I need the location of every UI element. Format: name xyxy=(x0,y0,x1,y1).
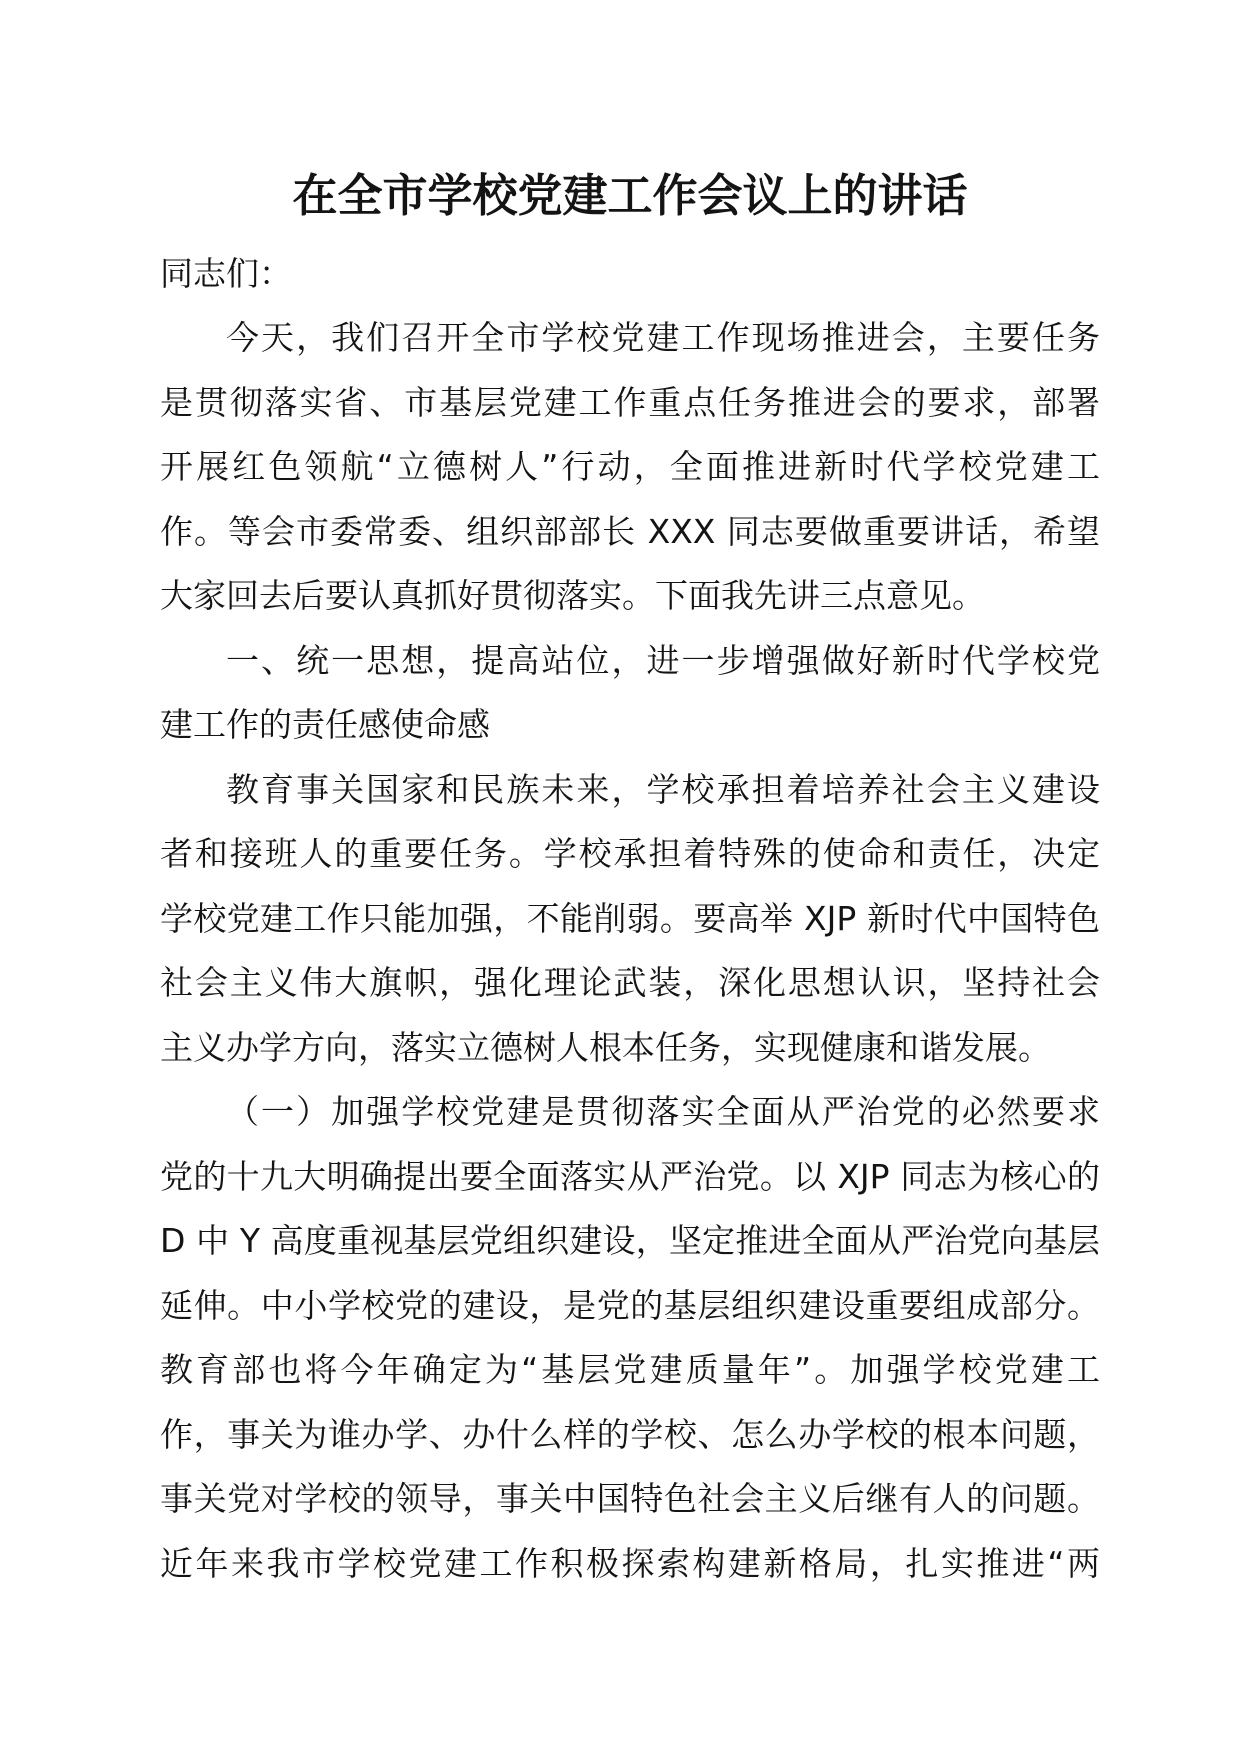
paragraph-line: 主义办学方向，落实立德树人根本任务，实现健康和谐发展。 xyxy=(160,1027,1051,1067)
paragraph-line: 大家回去后要认真抓好贯彻落实。下面我先讲三点意见。 xyxy=(160,576,985,615)
section-heading-1 xyxy=(160,629,1100,758)
paragraph-line: 今天，我们召开全市学校党建工作现场推进会，主要任务 xyxy=(226,318,1100,357)
paragraph-line: 教育部也将今年确定为“基层党建质量年”。加强学校党建工 xyxy=(160,1350,1100,1389)
paragraph-line: 教育事关国家和民族未来，学校承担着培养社会主义建设 xyxy=(226,769,1100,809)
paragraph-line: 学校党建工作只能加强，不能削弱。要高举 XJP 新时代中国特色 xyxy=(160,898,1100,938)
paragraph-line: 者和接班人的重要任务。学校承担着特殊的使命和责任，决定 xyxy=(160,834,1100,873)
greeting: 同志们： xyxy=(160,254,292,293)
paragraph-line: 作。等会市委常委、组织部部长 XXX 同志要做重要讲话，希望 xyxy=(160,511,1100,551)
paragraph-subsection-1 xyxy=(160,1080,1100,1596)
paragraph-intro xyxy=(160,306,1100,629)
paragraph-line: 事关党对学校的领导，事关中国特色社会主义后继有人的问题。 xyxy=(160,1479,1100,1518)
heading-line: 一、统一思想，提高站位，进一步增强做好新时代学校党 xyxy=(226,640,1100,680)
paragraph-line: 开展红色领航“立德树人”行动，全面推进新时代学校党建工 xyxy=(160,447,1100,486)
paragraph-line: 社会主义伟大旗帜，强化理论武装，深化思想认识，坚持社会 xyxy=(160,963,1100,1002)
paragraph-line: 近年来我市学校党建工作积极探索构建新格局，扎实推进“两 xyxy=(160,1543,1100,1583)
paragraph-education xyxy=(160,758,1100,1081)
paragraph-line: 是贯彻落实省、市基层党建工作重点任务推进会的要求，部署 xyxy=(160,382,1100,422)
heading-line: 建工作的责任感使命感 xyxy=(160,705,490,744)
paragraph-line: 党的十九大明确提出要全面落实从严治党。以 XJP 同志为核心的 xyxy=(160,1156,1100,1196)
paragraph-line: 作，事关为谁办学、办什么样的学校、怎么办学校的根本问题， xyxy=(160,1414,1100,1454)
document-title: 在全市学校党建工作会议上的讲话 xyxy=(292,169,968,222)
paragraph-line: 延伸。中小学校党的建设，是党的基层组织建设重要组成部分。 xyxy=(160,1285,1100,1325)
subheading-line: （一）加强学校党建是贯彻落实全面从严治党的必然要求 xyxy=(226,1092,1100,1131)
paragraph-line: D 中 Y 高度重视基层党组织建设，坚定推进全面从严治党向基层 xyxy=(160,1221,1100,1260)
document-page xyxy=(160,150,1100,1596)
